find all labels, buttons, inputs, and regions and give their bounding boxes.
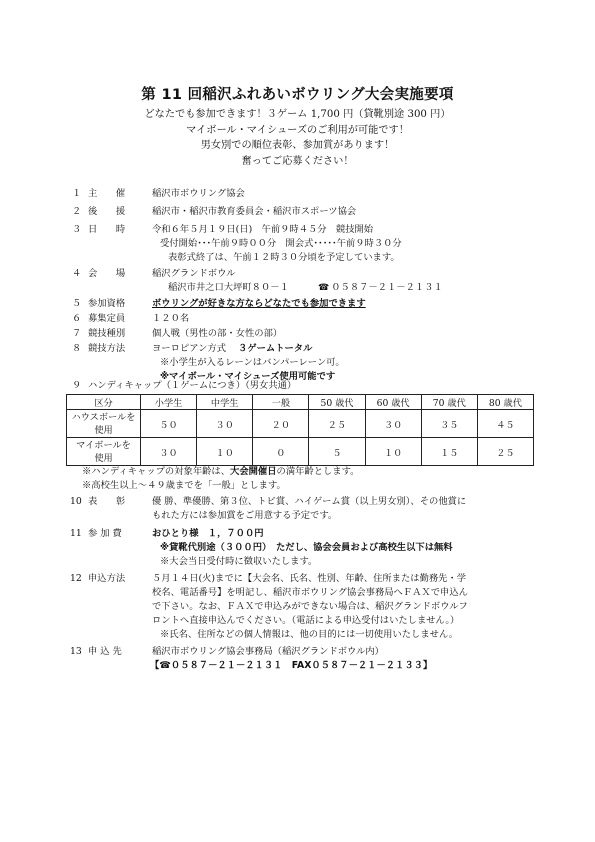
row-label-line: 使用 (94, 424, 113, 436)
item-value: 稲沢市ボウリング協会 (152, 188, 245, 199)
handicap-note-emphasis: 大会開催日 (230, 466, 277, 477)
table-cell: ３５ (421, 410, 477, 438)
venue-address: 稲沢市井之口大坪町８０－１ (168, 282, 289, 293)
intro-line: どなたでも参加できます！３ゲーム 1,700 円（貸靴別途 300 円） (144, 109, 451, 120)
table-cell: ５０ (141, 410, 197, 438)
table-header-cell: 一般 (253, 395, 309, 410)
item-value: 令和６年５月１９日(日) 午前９時４５分 競技開始 (152, 224, 374, 235)
table-cell: ３０ (365, 410, 421, 438)
item-label: 申込方法 (88, 573, 126, 584)
contact-numbers: 【☎０５８７－２１－２１３１ FAX０５８７－２１－２１３３】 (150, 660, 433, 671)
table-header-cell: 60 歳代 (365, 395, 421, 410)
item-number: 10 (70, 496, 82, 507)
item-label: 参加資格 (88, 298, 126, 309)
item-number: ４ (72, 268, 82, 279)
item-number: ９ (72, 380, 82, 391)
apply-text: ５月１４日(火)までに【大会名、氏名、性別、年齢、住所または勤務先・学 (152, 573, 467, 584)
table-cell: １０ (365, 438, 421, 466)
item-number: １ (72, 188, 82, 199)
item-value: １２０名 (152, 313, 190, 324)
fee-payment-note: ※大会当日受付時に徴収いたします。 (160, 556, 318, 567)
item-number: ６ (72, 313, 82, 324)
intro-line: 奮ってご応募ください！ (241, 155, 354, 167)
fee-shoe-note: ※貸靴代別途（３００円） ただし、協会会員および高校生以下は無料 (160, 542, 453, 553)
table-cell: ２５ (477, 438, 533, 466)
table-cell: １０ (197, 438, 253, 466)
table-row-label (67, 410, 141, 438)
table-row (67, 438, 534, 466)
table-header-row (67, 395, 534, 410)
handicap-note-text: の満年齢とします。 (276, 466, 360, 477)
row-label-line: 使用 (94, 452, 113, 464)
fee-amount: おひとり様 １，７００円 (152, 528, 264, 539)
table-header-cell: 80 歳代 (477, 395, 533, 410)
intro-line: マイボール・マイシューズのご利用が可能です！ (186, 124, 409, 136)
handicap-note-text: ※ハンディキャップの対象年齢は、 (82, 466, 231, 477)
item-label: 主 催 (88, 188, 126, 199)
table-cell: ３０ (141, 438, 197, 466)
item-value: 個人戦（男性の部・女性の部） (152, 328, 283, 339)
table-header-cell: 50 歳代 (309, 395, 365, 410)
apply-text: 校名、電話番号】を明記し、稲沢市ボウリング協会事務局へＦＡＸで申込ん (152, 587, 468, 598)
method-note-emphasis: ※マイボール・マイシューズ使用可能です (160, 371, 336, 382)
row-label-line: マイボールを (76, 439, 131, 451)
page-title: 第 11 回稲沢ふれあいボウリング大会実施要項 (141, 87, 454, 103)
item-value: 稲沢グランドボウル (152, 268, 236, 279)
table-cell: １５ (421, 438, 477, 466)
item-number: 13 (70, 646, 82, 657)
table-row (67, 410, 534, 438)
venue-phone (318, 282, 443, 294)
item-label: 競技種別 (88, 328, 126, 339)
item-label: 表 彰 (88, 496, 126, 507)
item-number: 11 (70, 528, 82, 539)
venue-phone-number: ０５８７－２１－２１３１ (331, 282, 443, 293)
table-header-cell: 区分 (67, 395, 141, 410)
item-value: 優 勝、準優勝、第３位、トビ賞、ハイゲーム賞（以上男女別）、その他賞に (152, 496, 467, 507)
item-label: 後 援 (88, 206, 126, 217)
apply-privacy-note: ※氏名、住所などの個人情報は、他の目的には一切使用いたしません。 (160, 629, 459, 640)
intro-block (0, 107, 595, 169)
handicap-note-text: ※高校生以上～４９歳までを「一般」とします。 (82, 480, 286, 491)
item-value: ヨーロピアン方式 (152, 343, 227, 354)
intro-line: 男女別での順位表彰、参加賞があります！ (200, 140, 395, 152)
item-label: 競技方法 (88, 343, 126, 354)
phone-icon: ☎ (318, 283, 330, 293)
item-number: ８ (72, 343, 82, 354)
apply-text: ロントへ直接申込んでください。（電話による申込受付はいたしません。） (152, 615, 460, 626)
item-label: 会 場 (88, 268, 126, 279)
table-cell: ５ (309, 438, 365, 466)
item-value: 稲沢市・稲沢市教育委員会・稲沢市スポーツ協会 (152, 206, 357, 217)
contact-office: 稲沢市ボウリング協会事務局（稲沢グランドボウル内） (152, 646, 384, 657)
table-row-label (67, 438, 141, 466)
date-sub-text: 受付開始･･･午前９時００分 開会式･････午前９時３０分 (160, 238, 402, 249)
item-number: ５ (72, 298, 82, 309)
date-sub-text: 表彰式終了は、午前１２時３０分頃を予定しています。 (168, 252, 400, 263)
table-cell: ４５ (477, 410, 533, 438)
table-header-cell: 70 歳代 (421, 395, 477, 410)
awards-text: もれた方には参加賞をご用意する予定です。 (152, 510, 338, 521)
row-label-line: ハウスボールを (71, 411, 136, 423)
item-value-emphasis: ３ゲームトータル (238, 343, 313, 354)
table-cell: ０ (253, 438, 309, 466)
table-cell: ２５ (309, 410, 365, 438)
item-number: ７ (72, 328, 82, 339)
item-number: ２ (72, 206, 82, 217)
item-label: ハンディキャップ（１ゲームにつき）（男女共通） (88, 380, 297, 391)
handicap-table (66, 394, 534, 466)
item-label: 日 時 (88, 224, 126, 235)
item-label: 参 加 費 (88, 528, 122, 539)
item-number: 12 (70, 573, 82, 584)
method-note: ※小学生が入るレーンはバンパーレーン可。 (160, 357, 345, 368)
item-label: 申 込 先 (88, 646, 122, 657)
table-cell: ３０ (197, 410, 253, 438)
item-number: ３ (72, 224, 82, 235)
item-label: 募集定員 (88, 313, 126, 324)
item-value: ボウリングが好きな方ならどなたでも参加できます (152, 298, 366, 309)
table-header-cell: 小学生 (141, 395, 197, 410)
table-cell: ２０ (253, 410, 309, 438)
table-header-cell: 中学生 (197, 395, 253, 410)
apply-text: で下さい。なお、ＦＡＸで申込みができない場合は、稲沢グランドボウルフ (152, 601, 468, 612)
